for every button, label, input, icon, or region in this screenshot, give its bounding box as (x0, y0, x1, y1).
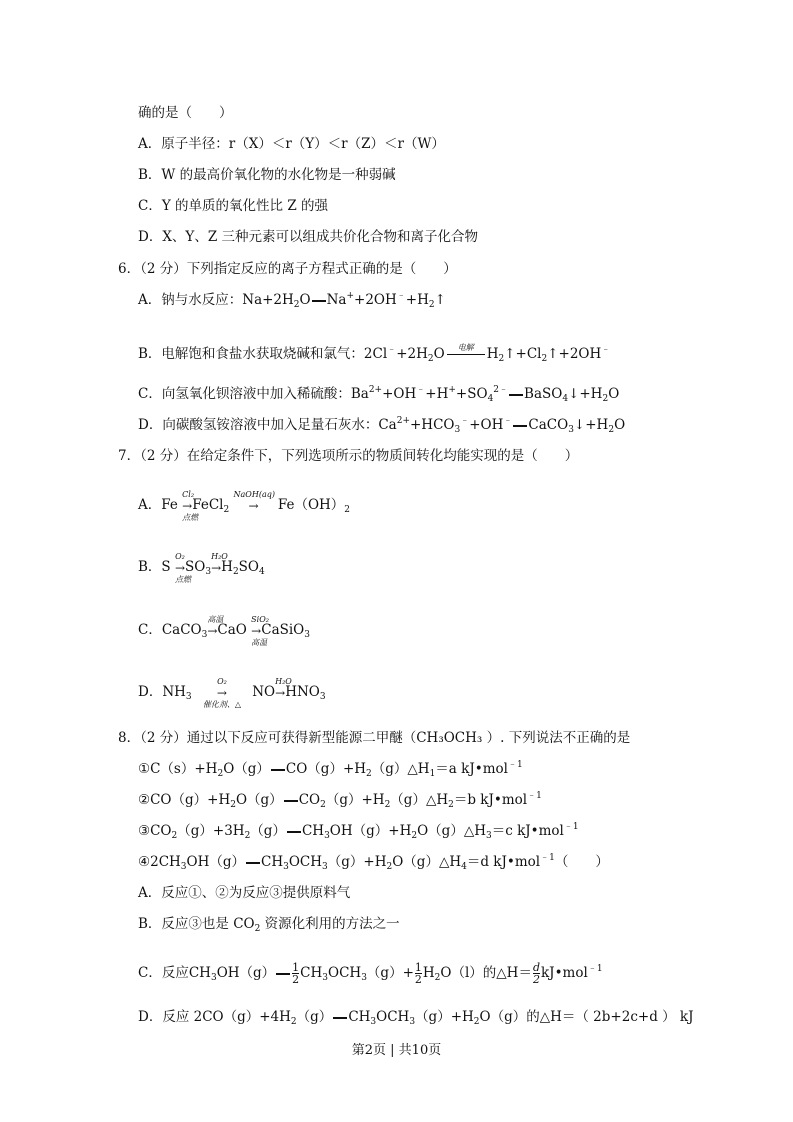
q5-option-c: C．Y 的单质的氧化性比 Z 的强 (138, 198, 328, 214)
q7-d-cond-h2o: H₂O (275, 676, 292, 686)
q6-option-c-label: C．向氢氧化钡溶液中加入稀硫酸： (138, 386, 351, 402)
q7-c-cond-high-temp-2: 高温 (251, 637, 268, 647)
q7-option-d: D．$NH_3$ O₂ → 催化剂、△ NO H₂O $\to HNO_3$ (138, 683, 326, 702)
q7-a-cond-cl2: Cl₂ (182, 489, 195, 499)
q7-d-cond-catalyst: 催化剂、△ (202, 699, 242, 709)
q7-b-cond-o2: O₂ (175, 551, 185, 561)
q7-c-cond-high-temp: 高温 (207, 614, 224, 624)
q8-reaction-4: $④2CH_3OH(g)$ $CH_3OCH_3(g)+H_2O(g)\triangle H_4=d$ kJ•mol$^{﹣1}$（ ） (138, 853, 609, 872)
q6-option-c-equation: $Ba^{2+}+OH^﹣+H^++SO_4^{2﹣}$ $BaSO_4↓+H_2O$ (350, 385, 620, 404)
q8-stem: 8．（2 分）通过以下反应可获得新型能源二甲醚（CH₃OCH₃ ）. 下列说法不正确的是 (118, 730, 631, 746)
q7-option-a-label: A． (138, 497, 162, 513)
page-footer: 第2页 | 共10页 (351, 1043, 442, 1058)
q7-option-b: B．S O₂ → 点燃 $SO_3$ H₂O $\to H_2SO_4$ (138, 558, 265, 577)
q8-option-c-label: C．反应 (138, 965, 189, 981)
q8-option-b: B．反应③也是 $CO_2$ 资源化利用的方法之一 (138, 916, 400, 934)
q8-option-c: C．反应$CH_3OH(g)$ $\frac{1}{2}$ $CH_3OCH_3(g)+$ $\frac{1}{2}$ $H_2O(l)$的△H＝ $\frac{d}{2}$ kJ•mol$^{﹣1}$ (138, 961, 603, 986)
q7-option-c-label: C． (138, 622, 162, 638)
q7-option-c: C．CaCO$_3$ 高温 →CaO SiO₂ → 高温 CaSiO$_3$ (138, 621, 310, 640)
q7-d-cond-o2: O₂ (217, 676, 227, 686)
q6-option-d-label: D．向碳酸氢铵溶液中加入足量石灰水： (138, 417, 379, 433)
q8-option-d-label: D．反应 (138, 1009, 190, 1025)
q8-option-a: A．反应①、②为反应③提供原料气 (138, 885, 351, 901)
q6-option-a (138, 291, 446, 309)
q7-c-cond-sio2: SiO₂ (251, 614, 269, 624)
q6-option-b-equation: $2Cl^﹣+2H_2O$ 电解 $H_2↑+Cl_2↑+2OH^﹣$ (364, 346, 610, 362)
q5-stem-tail: 确的是（ ） (138, 105, 233, 121)
q7-stem: 7．（2 分）在给定条件下，下列选项所示的物质间转化均能实现的是（ ） (118, 448, 579, 464)
q7-option-a: A．Fe Cl₂ → 点燃 FeCl$_2$ NaOH(aq) → $Fe(OH)_2$ (138, 496, 350, 515)
q6-option-a-equation: $Na+2H_2O$ $Na^++2OH^﹣+H_2↑$ (242, 291, 446, 310)
q6-option-b (138, 345, 610, 363)
q6-option-d (138, 416, 625, 434)
q7-a-cond-naoh: NaOH(aq) (233, 489, 275, 499)
q5-option-b: B．W 的最高价氧化物的水化物是一种弱碱 (138, 167, 396, 183)
q8-option-b-label: B．反应③也是 (138, 916, 229, 932)
q7-a-cond-ignite: 点燃 (182, 512, 199, 522)
q7-b-cond-ignite: 点燃 (174, 574, 191, 584)
q7-option-d-label: D． (138, 684, 163, 700)
q5-option-d: D．X、Y、Z 三种元素可以组成共价化合物和离子化合物 (138, 229, 479, 245)
q7-option-b-label: B． (138, 559, 162, 575)
q8-reaction-3: $③CO_2(g)+3H_2(g)$ $CH_3OH(g)+H_2O(g)\triangle H_3=c$ kJ•mol$^{﹣1}$ (138, 822, 579, 841)
q6-option-b-label: B．电解饱和食盐水获取烧碱和氯气： (138, 346, 364, 362)
q7-b-cond-h2o: H₂O (211, 551, 228, 561)
q8-option-b-rest: 资源化利用的方法之一 (264, 916, 400, 932)
q6-option-a-label: A．钠与水反应： (138, 292, 243, 308)
q8-option-d: D．反应 $2CO(g)+4H_2(g)$ $CH_3OCH_3(g)+H_2O(g)$的△H＝（ 2b+2c+d ） kJ (138, 1009, 694, 1027)
q6-option-c (138, 385, 619, 403)
q6-option-b-condition: 电解 (457, 343, 474, 352)
q6-stem: 6．（2 分）下列指定反应的离子方程式正确的是（ ） (118, 261, 457, 277)
q5-option-a: A．原子半径：r（X）＜r（Y）＜r（Z）＜r（W） (138, 136, 445, 152)
q6-option-d-equation: $Ca^{2+}+HCO_3^﹣+OH^﹣$ $CaCO_3↓+H_2O$ (378, 416, 626, 435)
q8-reaction-1: $①C(s)+H_2O(g)$ $CO(g)+H_2(g)\triangle H_1=a$ kJ•mol$^{﹣1}$ (138, 760, 523, 779)
q8-reaction-2: $②CO(g)+H_2O(g)$ $CO_2(g)+H_2(g)\triangle H_2=b$ kJ•mol$^{﹣1}$ (138, 791, 542, 810)
